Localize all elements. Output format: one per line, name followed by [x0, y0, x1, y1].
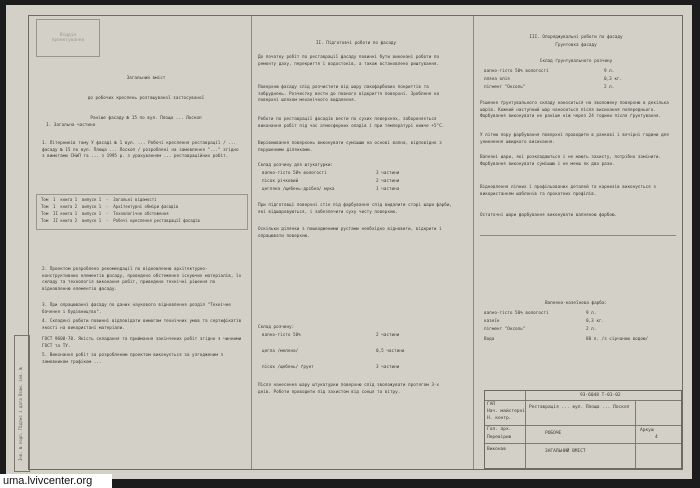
paragraph: Вирівнювання поверхонь виконувати сумішшю на основі вапна, відповідно з порушеними ділянками. [258, 141, 445, 153]
paragraph: 5. Виконання робіт за розробленим проектом виконується за узгодженим з замовником графіком ... [42, 353, 226, 365]
mix-item: пісок /щебень/ ґрунт [262, 365, 314, 370]
mix-qty: 1 частина [376, 187, 400, 192]
source-watermark: uma.lvivcenter.org [0, 474, 112, 488]
paragraph: Роботи по реставрації фасадів вести по сухих поверхнях, забороняється виконання робіт під час атмосферних опадів і при температурі нижче +5°С. [258, 117, 445, 129]
paragraph: Відновлення ліпних і профільованих деталей та карнизів виконується з використанням шаблонів та прокатних профілів. [480, 185, 659, 197]
mix-item: вапно-тісто 50% вологості [484, 69, 549, 74]
section-heading: ІІІ. Опоряджувальні роботи по фасаду [529, 35, 623, 40]
paragraph: 3. При опрацюванні фасаду по даних наукового відновлення розділ "Технічне бачення і будівництво". [42, 303, 234, 315]
document-sheet [6, 5, 692, 479]
mix-title: Склад розчину: [258, 325, 295, 330]
paragraph: Оскільки ділянки з пошкодженими рустами необхідно відновити, відкрити і опрацювати поверхню. [258, 227, 445, 239]
paragraph: Рішення ґрунтувального складу наноситься на зволожену поверхню в декілька шарів. Кожний наступний шар наноситься після висихання попереднього. Фарбування виконувати не раніше ніж через 24 години після ґрунтування. [480, 101, 672, 120]
mix-qty: 0,3 кг. [604, 77, 623, 82]
title-block: 93-6048 Т-01-02 Реставрація ... вул. Площа ... Лоскоп Аркуш 4 РОБОЧЕ ЗАГАЛЬНИЙ ВМІСТ ГАП Нач. майстерні Н. контр. Гол. арх. Перевірив Виконав [484, 390, 682, 469]
sheet-label: Аркуш [640, 428, 654, 433]
subheading: Ґрунтовка фасаду [555, 43, 597, 48]
mix-item: вапно-тісто 50% вологості [484, 311, 549, 316]
mix-qty: 3 частини [376, 365, 400, 370]
stage: РОБОЧЕ [545, 431, 562, 436]
mix-qty: 0,5 частини [376, 349, 405, 354]
volume-list: Том 1 книга 1 випуск 1 - Загальні відомості Том 1 книга 2 випуск 1 - Архітектурні обміри фасадів Том II книга 1 випуск 1 - Технологічне обстеження Том II книга 2 випуск 1 - Робочі креслення реставрації фасадів [36, 194, 248, 230]
mix-qty: 2 л. [586, 327, 597, 332]
mix-qty: 3 частини [376, 171, 400, 176]
mix-item: пісок річковий [262, 179, 299, 184]
sheet-number: 4 [655, 435, 658, 440]
mix-item: вапно-тісто 50% [262, 333, 301, 338]
paragraph: До початку робіт по реставрації фасаду повинні бути виконані роботи по ремонту даху, перекриття і водостоків, а також встановлено риштування. [258, 55, 442, 67]
paragraph: У літню пору фарбування поверхні проводити в ранкові і вечірні години для уникнення швидкого висихання. [480, 133, 672, 145]
organization-stamp: Відділ проектування [36, 19, 100, 57]
paragraph: 4. Складені роботи повинні відповідати вимогам технічних умов та сертифікатів якості на використані матеріали. [42, 319, 244, 331]
paragraph: Поверхню фасаду слід розчистити від шару лакофарбових покриттів та забруднень. Розчистку вести до повного відкриття поверхні. Зроблене на поверхні шляхом механічного видалення. [258, 85, 442, 104]
mix-qty: 9 л. [586, 311, 597, 316]
doc-title: Загальний вміст до робочих креслень розташуваної застосуваної Раніше фасаду № 15 по вул. Площа ... Лоскоп [87, 76, 205, 122]
mix-item: цегла /мелена/ [262, 349, 299, 354]
doc-name: ЗАГАЛЬНИЙ ВМІСТ [545, 449, 586, 454]
column-divider [251, 16, 252, 469]
mix-item: лляна олія [484, 77, 510, 82]
paragraph: Остаточні шари фарбування виконувати вапняною фарбою. [480, 213, 618, 218]
mix-title: Склад ґрунтувального розчину [539, 59, 613, 64]
mix-qty: 0,3 кг. [586, 319, 605, 324]
paragraph: Вапняні шари, які розкладаються і не мають захисту, потрібно замінити. Фарбування виконувати сумішшю і не менш як два рази. [480, 155, 664, 167]
mix-item: вапно-тісто 50% вологості [262, 171, 327, 176]
paragraph: ГОСТ 9608-70. Якість складання та приймання закінчених робіт згідно з чинними ГОСТ та ТУ. [42, 337, 244, 349]
mix-item: цегляна /щебень-дрібна/ мука [262, 187, 335, 192]
divider [480, 235, 676, 236]
mix-qty: 2 л. [604, 85, 615, 90]
side-stamp: Інв. № подл. Підпис і дата Взам. інв. № [14, 335, 30, 472]
mix-qty: 2 частини [376, 179, 400, 184]
mix-title: Склад розчину для штукатурки: [258, 163, 334, 168]
paragraph: Після нанесення шару штукатурки поверхню слід зволожувати протягом 3-х днів. Роботи проводити під захистом від сонця та вітру. [258, 383, 442, 395]
mix-title: Вапняно-казеїнова фарба: [544, 301, 608, 306]
mix-qty: 9 л. [604, 69, 615, 74]
mix-item: казеїн [484, 319, 500, 324]
mix-item: пігмент "Оксоль" [484, 85, 526, 90]
mix-qty: 80 л. /з сірчаною водою/ [586, 337, 649, 342]
section-heading: І. Загальна частина [46, 123, 96, 128]
paragraph: При підготовці поверхні стін під фарбування слід видалити старі шари фарби, які відшаровуються, і забезпечити суху чисту поверхню. [258, 203, 455, 215]
doc-code: 93-6048 Т-01-02 [580, 393, 621, 398]
column-divider [473, 16, 474, 469]
mix-qty: 2 частини [376, 333, 400, 338]
intro-paragraph: 1. Літерників тому У фасаді № 1 вул. ... Робочі креслення реставрації / ... фасаду № 15 по вул. Площа ... Лоскоп / розроблені на замовлення "..." згідно з вимогами СНиП та ... з 1995 р. з урахуванням ... реставраційних робіт. [42, 141, 242, 160]
mix-item: Вода [484, 337, 495, 342]
mix-item: пігмент "Оксоль" [484, 327, 526, 332]
paragraph: 2. Проектом розроблено рекомендації по відновленню архітектурно-конструктивних елементів фасаду, проведено обстеження існуючих матеріалів, їх складу та технологія виконання робіт, приведено технічні рішення по відновленню елементів фасаду. [42, 267, 244, 292]
section-heading: ІІ. Підготовчі роботи по фасаду [315, 41, 397, 46]
project-name: Реставрація ... вул. Площа ... Лоскоп [529, 405, 630, 410]
